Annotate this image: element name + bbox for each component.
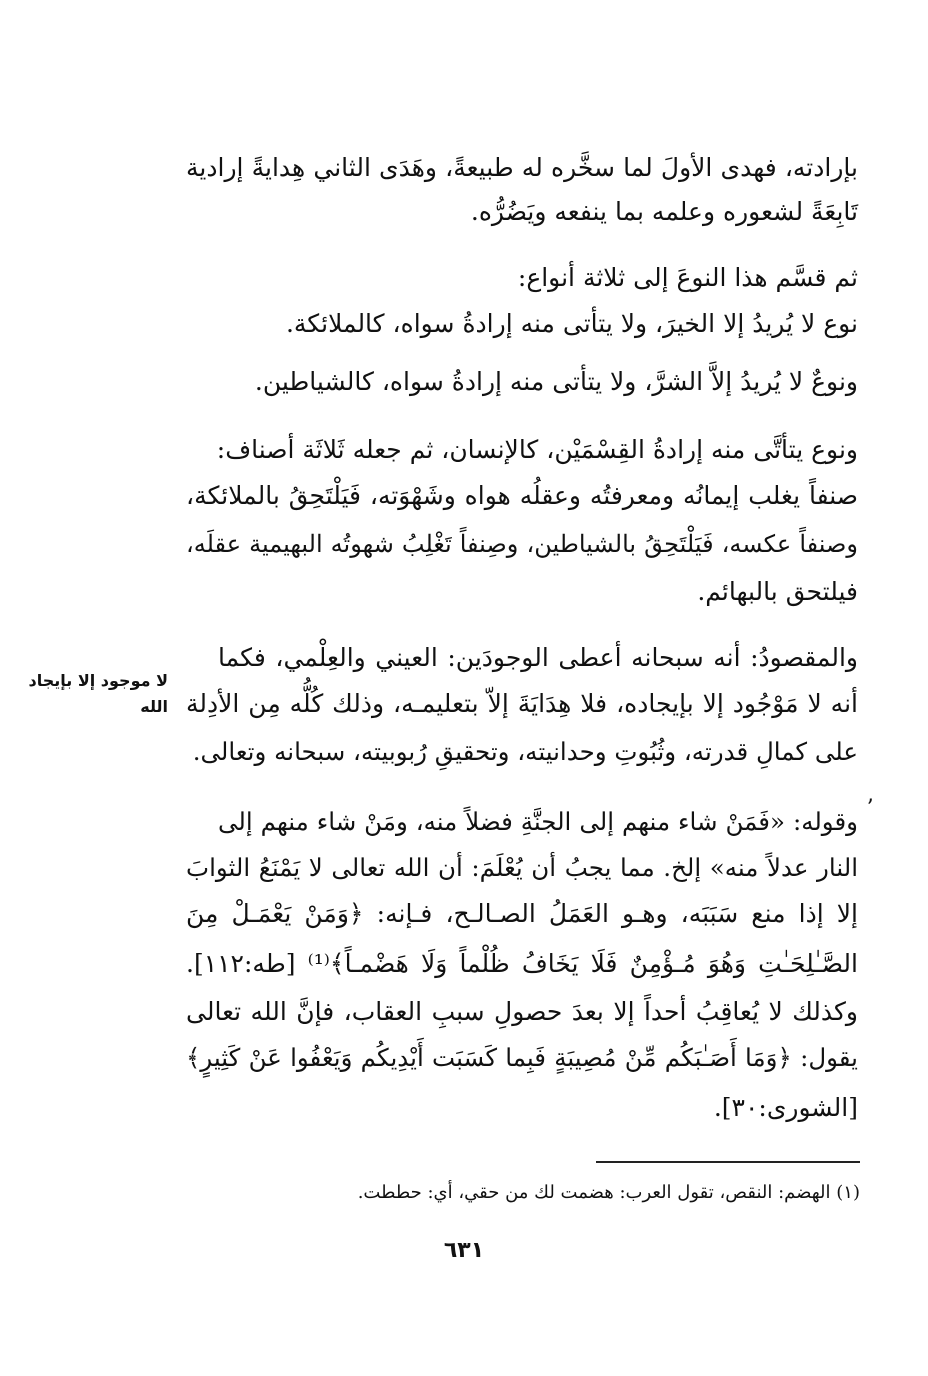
text-line: على كمالِ قدرته، وثُبُوتِ وحدانيته، وتحقيقِ رُبوبيته، سبحانه وتعالى. <box>192 737 858 766</box>
text-line: فيلتحق بالبهائم. <box>697 577 858 606</box>
text-line: يقول: ﴿وَمَا أَصَـٰبَكُم مِّنْ مُصِيبَةٍ فَبِما كَسَبَت أَيْدِيكُم وَيَعْفُوا عَنْ كَثِيرٍ﴾ <box>186 1043 858 1072</box>
text-line: إلا إذا منع سَبَبَه، وهـو العَمَلُ الصـالـح، فـإنه: ﴿وَمَنْ يَعْمَـلْ مِنَ <box>186 899 858 928</box>
text-line: النار عدلاً منه» إلخ. مما يجبُ أن يُعْلَمَ: أن الله تعالى لا يَمْنَعُ الثوابَ <box>186 853 858 882</box>
text-line: [الشورى:٣٠]. <box>713 1093 858 1122</box>
text-line: نوع لا يُريدُ إلا الخيرَ، ولا يتأتى منه إرادةُ سواه، كالملائكة. <box>285 309 858 338</box>
text-line: ونوعٌ لا يُريدُ إلاَّ الشرَّ، ولا يتأتى منه إرادةُ سواه، كالشياطين. <box>254 367 858 396</box>
text-line: بإرادته، فهدى الأولَ لما سخَّره له طبيعةً، وهَدَى الثاني هِدايةً إرادية <box>186 153 858 182</box>
text-line: والمقصودُ: أنه سبحانه أعطى الوجودَين: العيني والعِلْمي، فكما <box>218 643 858 672</box>
margin-mark: ʼ <box>866 796 873 821</box>
text-line: وكذلك لا يُعاقِبُ أحداً إلا بعدَ حصولِ سببِ العقاب، فإنَّ الله تعالى <box>186 997 858 1026</box>
text-line: تَابِعَةً لشعوره وعلمه بما ينفعه ويَضُرُّه. <box>470 197 858 226</box>
footnote: (١) الهضم: النقص، تقول العرب: هضمت لك من حقي، أي: حططت. <box>357 1182 860 1203</box>
footnote-divider <box>596 1161 860 1163</box>
text-line: أنه لا مَوْجُود إلا بإيجاده، فلا هِدَايَةَ إلاّ بتعليمـه، وذلك كُلُّه مِن الأدِلة <box>186 689 858 718</box>
text-line: ونوع يتأتَّى منه إرادةُ القِسْمَيْن، كالإنسان، ثم جعله ثَلاثَة أصناف: <box>216 435 858 464</box>
text-line: ثم قسَّم هذا النوعَ إلى ثلاثة أنواع: <box>517 263 858 292</box>
page-number: ٦٣١ <box>443 1238 485 1263</box>
margin-note: لا موجود إلا بإيجاد الله <box>28 671 168 716</box>
text-line: وصنفاً عكسه، فَيَلْتَحِقُ بالشياطين، وصِنفاً تَغْلِبُ شهوتُه البهيمية عقلَه، <box>186 530 858 558</box>
text-line: وقوله: «فَمَنْ شاء منهم إلى الجنَّةِ فضلاً منه، ومَنْ شاء منهم إلى <box>218 807 858 836</box>
text-line: الصَّـٰلِحَـٰتِ وَهُوَ مُـؤْمِنٌ فَلَا يَخَافُ ظُلْماً وَلَا هَضْمـاً﴾⁽¹⁾ [طه:١١٢]. <box>186 949 858 978</box>
text-line: صنفاً يغلب إيمانُه ومعرفتُه وعقلُه هواه وشَهْوَته، فَيَلْتَحِقُ بالملائكة، <box>186 481 858 510</box>
